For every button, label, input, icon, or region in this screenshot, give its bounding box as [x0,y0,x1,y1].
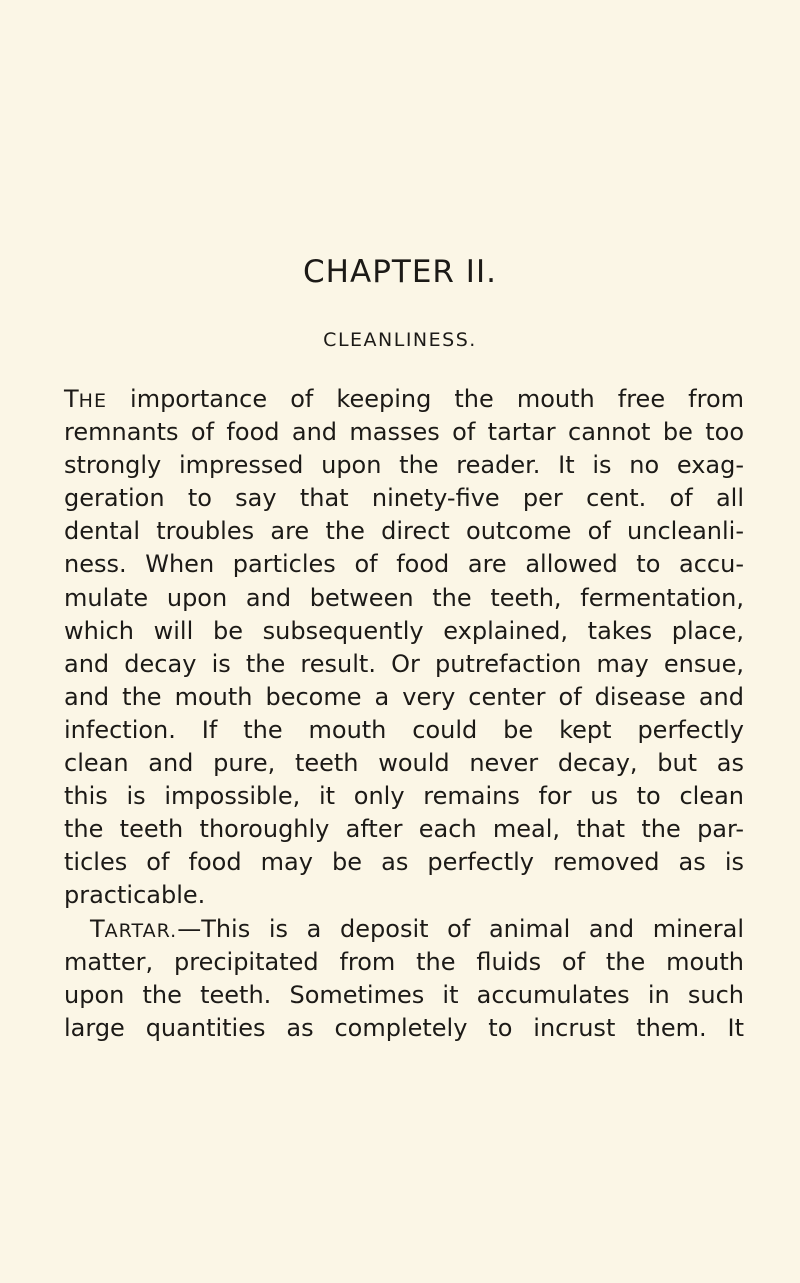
drop-lead-capital: T [64,385,79,413]
paragraph-1-line-4: geration to say that ninety-five per cent. of all [64,484,744,513]
paragraph-1-line-10: and the mouth become a very center of disease and [64,682,744,711]
paragraph-2-line-2: matter, precipitated from the fluids of the mouth [64,947,744,976]
paragraph-1-line-13: this is impossible, it only remains for us to clean [64,782,744,811]
lead-small-caps: HE [78,390,107,412]
paragraph-1-line-1 [64,383,744,416]
section-heading: CLEANLINESS. [323,329,477,351]
paragraph-1-line-15: ticles of food may be as perfectly removed as is [64,848,744,877]
paragraph-1-line-11: infection. If the mouth could be kept perfectly [64,715,744,744]
tartar-lead-capital: T [90,914,105,943]
tartar-small-caps: ARTAR. [104,919,178,942]
paragraph-1-line-14: the teeth thoroughly after each meal, that the par- [64,815,744,844]
chapter-heading: CHAPTER II. [303,254,497,290]
paragraph-1-line-7: mulate upon and between the teeth, fermentation, [64,583,744,612]
paragraph-1-line-5: dental troubles are the direct outcome of uncleanli- [64,517,744,546]
paragraph-1-line-8: which will be subsequently explained, takes place, [64,616,744,645]
paragraph-1-line-3: strongly impressed upon the reader. It is no exag- [64,451,744,480]
paragraph-1-line-16: practicable. [64,881,206,910]
paragraph-1-line-9: and decay is the result. Or putrefaction may ensue, [64,649,744,678]
paragraph-1-line-2: remnants of food and masses of tartar cannot be too [64,418,744,447]
line-text: —This is a deposit of animal and mineral [177,914,744,943]
body-text [64,383,744,1045]
line-text: importance of keeping the mouth free from [106,385,744,413]
paragraph-1-line-12: clean and pure, teeth would never decay, but as [64,749,744,778]
paragraph-2-line-4: large quantities as completely to incrust them. It [64,1013,744,1042]
paragraph-2-line-1 [64,913,744,946]
paragraph-1-line-6: ness. When particles of food are allowed to accu- [64,550,744,579]
paragraph-2-line-3: upon the teeth. Sometimes it accumulates in such [64,980,744,1009]
